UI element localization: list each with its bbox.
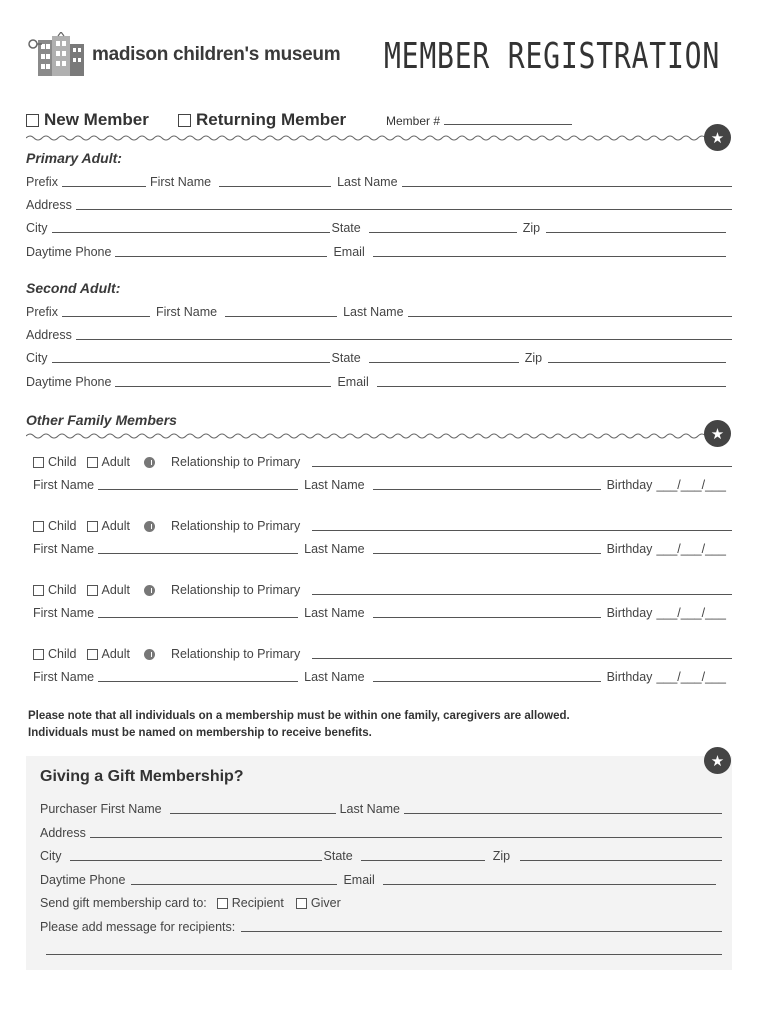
star-icon: ★ (704, 124, 731, 151)
member-number-line[interactable] (444, 124, 572, 125)
family-1-relationship-field[interactable] (312, 457, 732, 467)
family-1-last-name-field[interactable] (373, 480, 601, 490)
primary-phone-field[interactable] (115, 256, 327, 257)
primary-phone-row (26, 244, 732, 260)
primary-city-field[interactable] (52, 232, 330, 233)
family-2-first-name-label: First Name (33, 542, 95, 556)
gift-send-row (40, 895, 722, 911)
second-first-name-field[interactable] (225, 316, 337, 317)
family-4-last-name-label: Last Name (304, 670, 365, 684)
star-icon: ★ (704, 747, 731, 774)
gift-phone-field[interactable] (131, 884, 337, 885)
family-1-birthday-field[interactable]: ___/___/___ (656, 478, 726, 492)
museum-logo-icon (28, 32, 92, 78)
second-address-row (26, 327, 732, 343)
gift-state-field[interactable] (361, 860, 485, 861)
primary-last-name-field[interactable] (402, 186, 732, 187)
family-2-last-name-field[interactable] (373, 544, 601, 554)
member-number-field[interactable] (386, 114, 572, 128)
gift-send-card-label: Send gift membership card to: (40, 895, 207, 910)
new-member-option[interactable] (26, 110, 149, 130)
family-3-birthday-label: Birthday (606, 606, 653, 620)
family-1-adult-label: Adult (101, 455, 130, 469)
second-prefix-label: Prefix (26, 305, 58, 319)
second-phone-row (26, 374, 732, 390)
family-1-child-checkbox[interactable] (33, 457, 44, 468)
family-4-child-label: Child (48, 647, 77, 661)
family-member-3-name-row (33, 605, 732, 621)
gift-last-name-label: Last Name (339, 802, 401, 816)
second-phone-field[interactable] (115, 386, 331, 387)
second-state-field[interactable] (369, 362, 519, 363)
family-2-child-checkbox[interactable] (33, 521, 44, 532)
second-name-row (26, 304, 732, 320)
gift-recipient-checkbox[interactable] (217, 898, 228, 909)
family-2-first-name-field[interactable] (98, 544, 298, 554)
primary-address-row (26, 197, 732, 213)
second-zip-field[interactable] (548, 362, 726, 363)
family-4-birthday-field[interactable]: ___/___/___ (656, 670, 726, 684)
primary-email-field[interactable] (373, 256, 726, 257)
family-member-2-type-row (33, 518, 732, 534)
second-address-label: Address (26, 328, 72, 342)
second-city-label: City (26, 351, 48, 365)
gift-message-row-2 (46, 942, 722, 958)
gift-zip-field[interactable] (520, 860, 722, 861)
primary-state-label: State (331, 221, 361, 235)
primary-state-field[interactable] (369, 232, 517, 233)
primary-city-row (26, 220, 732, 236)
note-line-1: Please note that all individuals on a membership must be within one family, caregivers are allowed. (28, 710, 570, 722)
second-state-label: State (331, 351, 361, 365)
second-last-name-label: Last Name (343, 305, 404, 319)
gift-purchaser-first-name-field[interactable] (170, 813, 336, 814)
family-4-first-name-field[interactable] (98, 672, 298, 682)
family-member-4-type-row (33, 646, 732, 662)
gift-last-name-field[interactable] (404, 813, 722, 814)
second-last-name-field[interactable] (408, 316, 732, 317)
family-1-last-name-label: Last Name (304, 478, 365, 492)
family-3-last-name-label: Last Name (304, 606, 365, 620)
primary-address-label: Address (26, 198, 72, 212)
family-1-relationship-label: Relationship to Primary (171, 455, 301, 469)
family-3-relationship-label: Relationship to Primary (171, 583, 301, 597)
family-4-child-checkbox[interactable] (33, 649, 44, 660)
family-3-adult-checkbox[interactable] (87, 585, 98, 596)
gift-message-field-line-2[interactable] (46, 954, 722, 955)
family-4-relationship-field[interactable] (312, 649, 732, 659)
family-member-4-name-row (33, 669, 732, 685)
family-member-3-type-row (33, 582, 732, 598)
arrow-bullet-icon (144, 521, 155, 532)
family-2-birthday-field[interactable]: ___/___/___ (656, 542, 726, 556)
returning-member-option[interactable] (178, 110, 346, 130)
new-member-checkbox[interactable] (26, 114, 39, 127)
header (0, 0, 770, 100)
second-email-field[interactable] (377, 386, 726, 387)
second-city-field[interactable] (52, 362, 330, 363)
arrow-bullet-icon (144, 585, 155, 596)
primary-phone-label: Daytime Phone (26, 245, 112, 259)
wavy-divider (26, 432, 706, 440)
returning-member-label: Returning Member (196, 110, 347, 129)
family-1-child-label: Child (48, 455, 77, 469)
membership-note (28, 708, 728, 742)
family-4-birthday-label: Birthday (606, 670, 653, 684)
family-title: Other Family Members (26, 412, 177, 428)
primary-prefix-field[interactable] (62, 186, 146, 187)
second-city-row (26, 350, 732, 366)
note-line-2: Individuals must be named on membership to receive benefits. (28, 727, 372, 739)
new-member-label: New Member (44, 110, 149, 129)
gift-address-field[interactable] (90, 837, 722, 838)
family-2-birthday-label: Birthday (606, 542, 653, 556)
star-icon: ★ (704, 420, 731, 447)
arrow-bullet-icon (144, 649, 155, 660)
gift-city-field[interactable] (70, 860, 322, 861)
second-zip-label: Zip (524, 351, 543, 365)
family-2-adult-label: Adult (101, 519, 130, 533)
primary-first-name-field[interactable] (219, 186, 331, 187)
primary-name-row (26, 174, 732, 190)
family-4-adult-checkbox[interactable] (87, 649, 98, 660)
gift-city-row (40, 848, 722, 864)
family-1-first-name-label: First Name (33, 478, 95, 492)
second-first-name-label: First Name (155, 305, 218, 319)
gift-message-row (40, 919, 722, 935)
gift-giver-label: Giver (310, 895, 341, 910)
second-phone-label: Daytime Phone (26, 375, 112, 389)
family-3-child-checkbox[interactable] (33, 585, 44, 596)
gift-message-label: Please add message for recipients: (40, 920, 236, 934)
second-prefix-field[interactable] (62, 316, 150, 317)
gift-recipient-label: Recipient (231, 895, 284, 910)
family-3-first-name-label: First Name (33, 606, 95, 620)
family-2-child-label: Child (48, 519, 77, 533)
family-3-birthday-field[interactable]: ___/___/___ (656, 606, 726, 620)
second-address-field[interactable] (76, 339, 732, 340)
gift-purchaser-first-name-label: Purchaser First Name (40, 802, 162, 816)
family-3-adult-label: Adult (101, 583, 130, 597)
gift-message-field[interactable] (241, 931, 722, 932)
family-4-adult-label: Adult (101, 647, 130, 661)
gift-name-row (40, 801, 722, 817)
gift-title: Giving a Gift Membership? (40, 768, 244, 785)
primary-zip-field[interactable] (546, 232, 726, 233)
family-4-first-name-label: First Name (33, 670, 95, 684)
family-2-relationship-field[interactable] (312, 521, 732, 531)
gift-city-label: City (40, 849, 62, 863)
second-adult-title: Second Adult: (26, 280, 121, 296)
gift-state-label: State (323, 849, 353, 863)
member-type-row (26, 110, 750, 134)
primary-city-label: City (26, 221, 48, 235)
wavy-divider (26, 134, 706, 142)
family-2-relationship-label: Relationship to Primary (171, 519, 301, 533)
primary-zip-label: Zip (522, 221, 541, 235)
gift-address-label: Address (40, 826, 86, 840)
form-title: MEMBER REGISTRATION (384, 36, 721, 77)
primary-email-label: Email (333, 245, 365, 259)
gift-address-row (40, 825, 722, 841)
gift-zip-label: Zip (492, 849, 511, 863)
returning-member-checkbox[interactable] (178, 114, 191, 127)
family-4-last-name-field[interactable] (373, 672, 601, 682)
museum-name: madison children's museum (92, 44, 341, 65)
gift-email-field[interactable] (383, 884, 716, 885)
family-3-last-name-field[interactable] (373, 608, 601, 618)
gift-phone-label: Daytime Phone (40, 873, 126, 887)
family-2-adult-checkbox[interactable] (87, 521, 98, 532)
primary-prefix-label: Prefix (26, 175, 58, 189)
second-email-label: Email (337, 375, 369, 389)
primary-adult-title: Primary Adult: (26, 150, 122, 166)
family-1-birthday-label: Birthday (606, 478, 653, 492)
arrow-bullet-icon (144, 457, 155, 468)
primary-address-field[interactable] (76, 209, 732, 210)
family-1-adult-checkbox[interactable] (87, 457, 98, 468)
family-3-relationship-field[interactable] (312, 585, 732, 595)
family-member-1-name-row (33, 477, 732, 493)
gift-phone-row (40, 872, 716, 888)
primary-last-name-label: Last Name (337, 175, 398, 189)
family-4-relationship-label: Relationship to Primary (171, 647, 301, 661)
gift-giver-checkbox[interactable] (296, 898, 307, 909)
family-1-first-name-field[interactable] (98, 480, 298, 490)
primary-first-name-label: First Name (149, 175, 212, 189)
family-3-child-label: Child (48, 583, 77, 597)
family-3-first-name-field[interactable] (98, 608, 298, 618)
family-2-last-name-label: Last Name (304, 542, 365, 556)
family-member-1-type-row (33, 454, 732, 470)
family-member-2-name-row (33, 541, 732, 557)
member-number-label: Member # (386, 114, 441, 128)
gift-email-label: Email (343, 873, 375, 887)
